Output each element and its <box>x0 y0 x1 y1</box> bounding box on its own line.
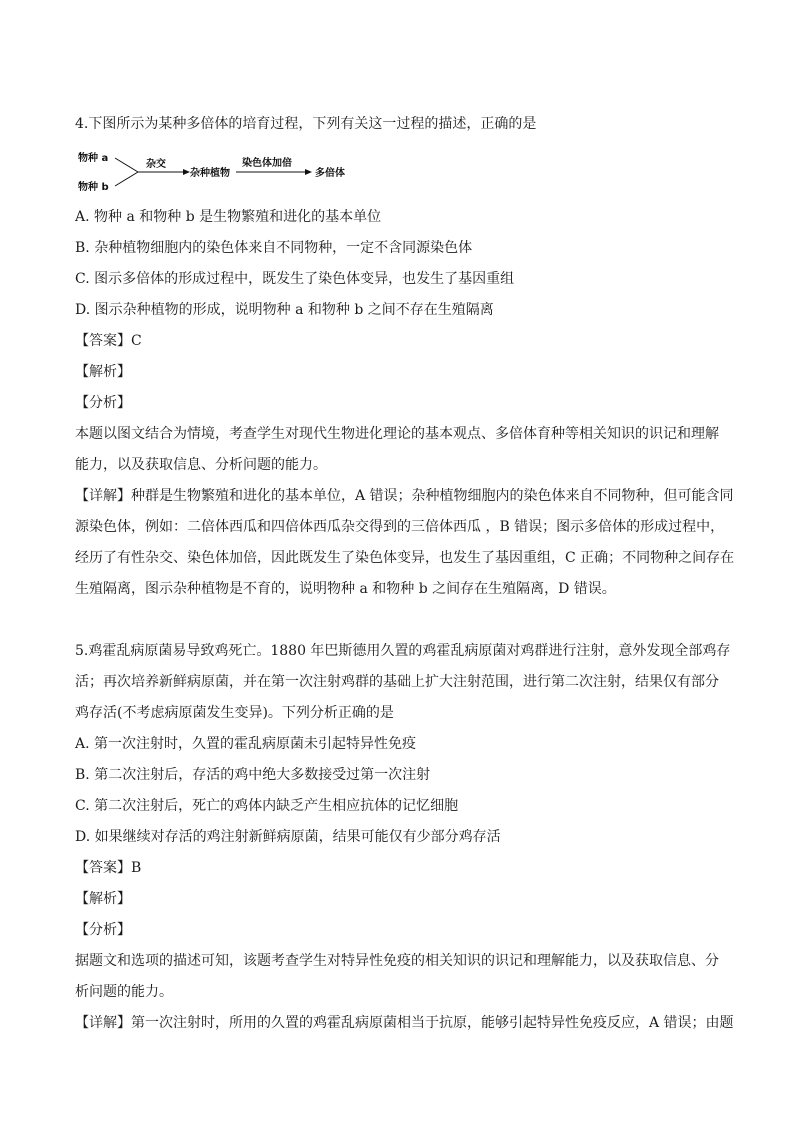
q4-fenxi-label: 【分析】 <box>75 395 131 411</box>
q5-answer: 【答案】B <box>75 860 142 876</box>
q5-option-b: B. 第二次注射后，存活的鸡中绝大多数接受过第一次注射 <box>75 767 431 783</box>
q5-option-c: C. 第二次注射后，死亡的鸡体内缺乏产生相应抗体的记忆细胞 <box>75 798 459 814</box>
q4-detail-line-3: 经历了有性杂交、染色体加倍，因此既发生了染色体变异，也发生了基因重组，C 正确；不同物种之间存在 <box>75 550 735 566</box>
q5-stem-line-3: 鸡存活(不考虑病原菌发生变异)。下列分析正确的是 <box>75 705 394 721</box>
q4-detail-line-4: 生殖隔离，图示杂种植物是不育的，说明物种 a 和物种 b 之间存在生殖隔离，D 错误。 <box>75 581 616 597</box>
q4-option-d: D. 图示杂种植物的形成，说明物种 a 和物种 b 之间不存在生殖隔离 <box>75 302 494 318</box>
q4-option-b: B. 杂种植物细胞内的染色体来自不同物种，一定不含同源染色体 <box>75 240 473 256</box>
q5-option-d: D. 如果继续对存活的鸡注射新鲜病原菌，结果可能仅有少部分鸡存活 <box>75 829 501 845</box>
q4-option-a: A. 物种 a 和物种 b 是生物繁殖和进化的基本单位 <box>75 209 382 225</box>
q4-polyploid-diagram <box>78 148 378 194</box>
q4-detail-line-2: 源染色体，例如：二倍体西瓜和四倍体西瓜杂交得到的三倍体西瓜 ，B 错误；图示多倍体的形成过程中， <box>75 519 725 535</box>
diagram-arrow-1-head <box>183 169 190 175</box>
diagram-branch-a-line <box>115 158 138 172</box>
diagram-step-hybridize: 杂交 <box>146 159 166 170</box>
q5-option-a: A. 第一次注射时，久置的霍乱病原菌未引起特异性免疫 <box>75 736 417 752</box>
q4-fenxi-line-1: 本题以图文结合为情境，考查学生对现代生物进化理论的基本观点、多倍体育种等相关知识的识记和理解 <box>75 426 719 442</box>
q4-detail-line-1: 【详解】种群是生物繁殖和进化的基本单位，A 错误；杂种植物细胞内的染色体来自不同物种，但可能含同 <box>75 488 734 504</box>
diagram-arrow-2-head <box>305 169 312 175</box>
q5-stem-line-2: 活；再次培养新鲜病原菌，并在第一次注射鸡群的基础上扩大注射范围，进行第二次注射，结果仅有部分 <box>75 674 719 690</box>
q5-fenxi-line-1: 据题文和选项的描述可知，该题考查学生对特异性免疫的相关知识的识记和理解能力，以及获取信息、分 <box>75 953 719 969</box>
q4-stem: 4.下图所示为某种多倍体的培育过程，下列有关这一过程的描述，正确的是 <box>75 116 537 132</box>
diagram-species-b: 物种 b <box>78 182 109 193</box>
diagram-polyploid: 多倍体 <box>315 168 345 179</box>
q5-fenxi-line-2: 析问题的能力。 <box>75 984 173 1000</box>
q4-answer: 【答案】C <box>75 333 142 349</box>
q4-option-c: C. 图示多倍体的形成过程中，既发生了染色体变异，也发生了基因重组 <box>75 271 515 287</box>
q5-analysis-label: 【解析】 <box>75 891 131 907</box>
q5-stem-line-1: 5.鸡霍乱病原菌易导致鸡死亡。1880 年巴斯德用久置的鸡霍乱病原菌对鸡群进行注射，意外发现全部鸡存 <box>75 643 731 659</box>
diagram-hybrid-plant: 杂种植物 <box>190 168 230 179</box>
q4-fenxi-line-2: 能力，以及获取信息、分析问题的能力。 <box>75 457 327 473</box>
diagram-branch-b-line <box>115 172 138 186</box>
q5-fenxi-label: 【分析】 <box>75 922 131 938</box>
q5-detail-line-1: 【详解】第一次注射时，所用的久置的鸡霍乱病原菌相当于抗原，能够引起特异性免疫反应，A 错误；由题 <box>75 1015 734 1031</box>
q4-analysis-label: 【解析】 <box>75 364 131 380</box>
diagram-step-doubling: 染色体加倍 <box>242 158 292 169</box>
diagram-species-a: 物种 a <box>78 153 109 164</box>
